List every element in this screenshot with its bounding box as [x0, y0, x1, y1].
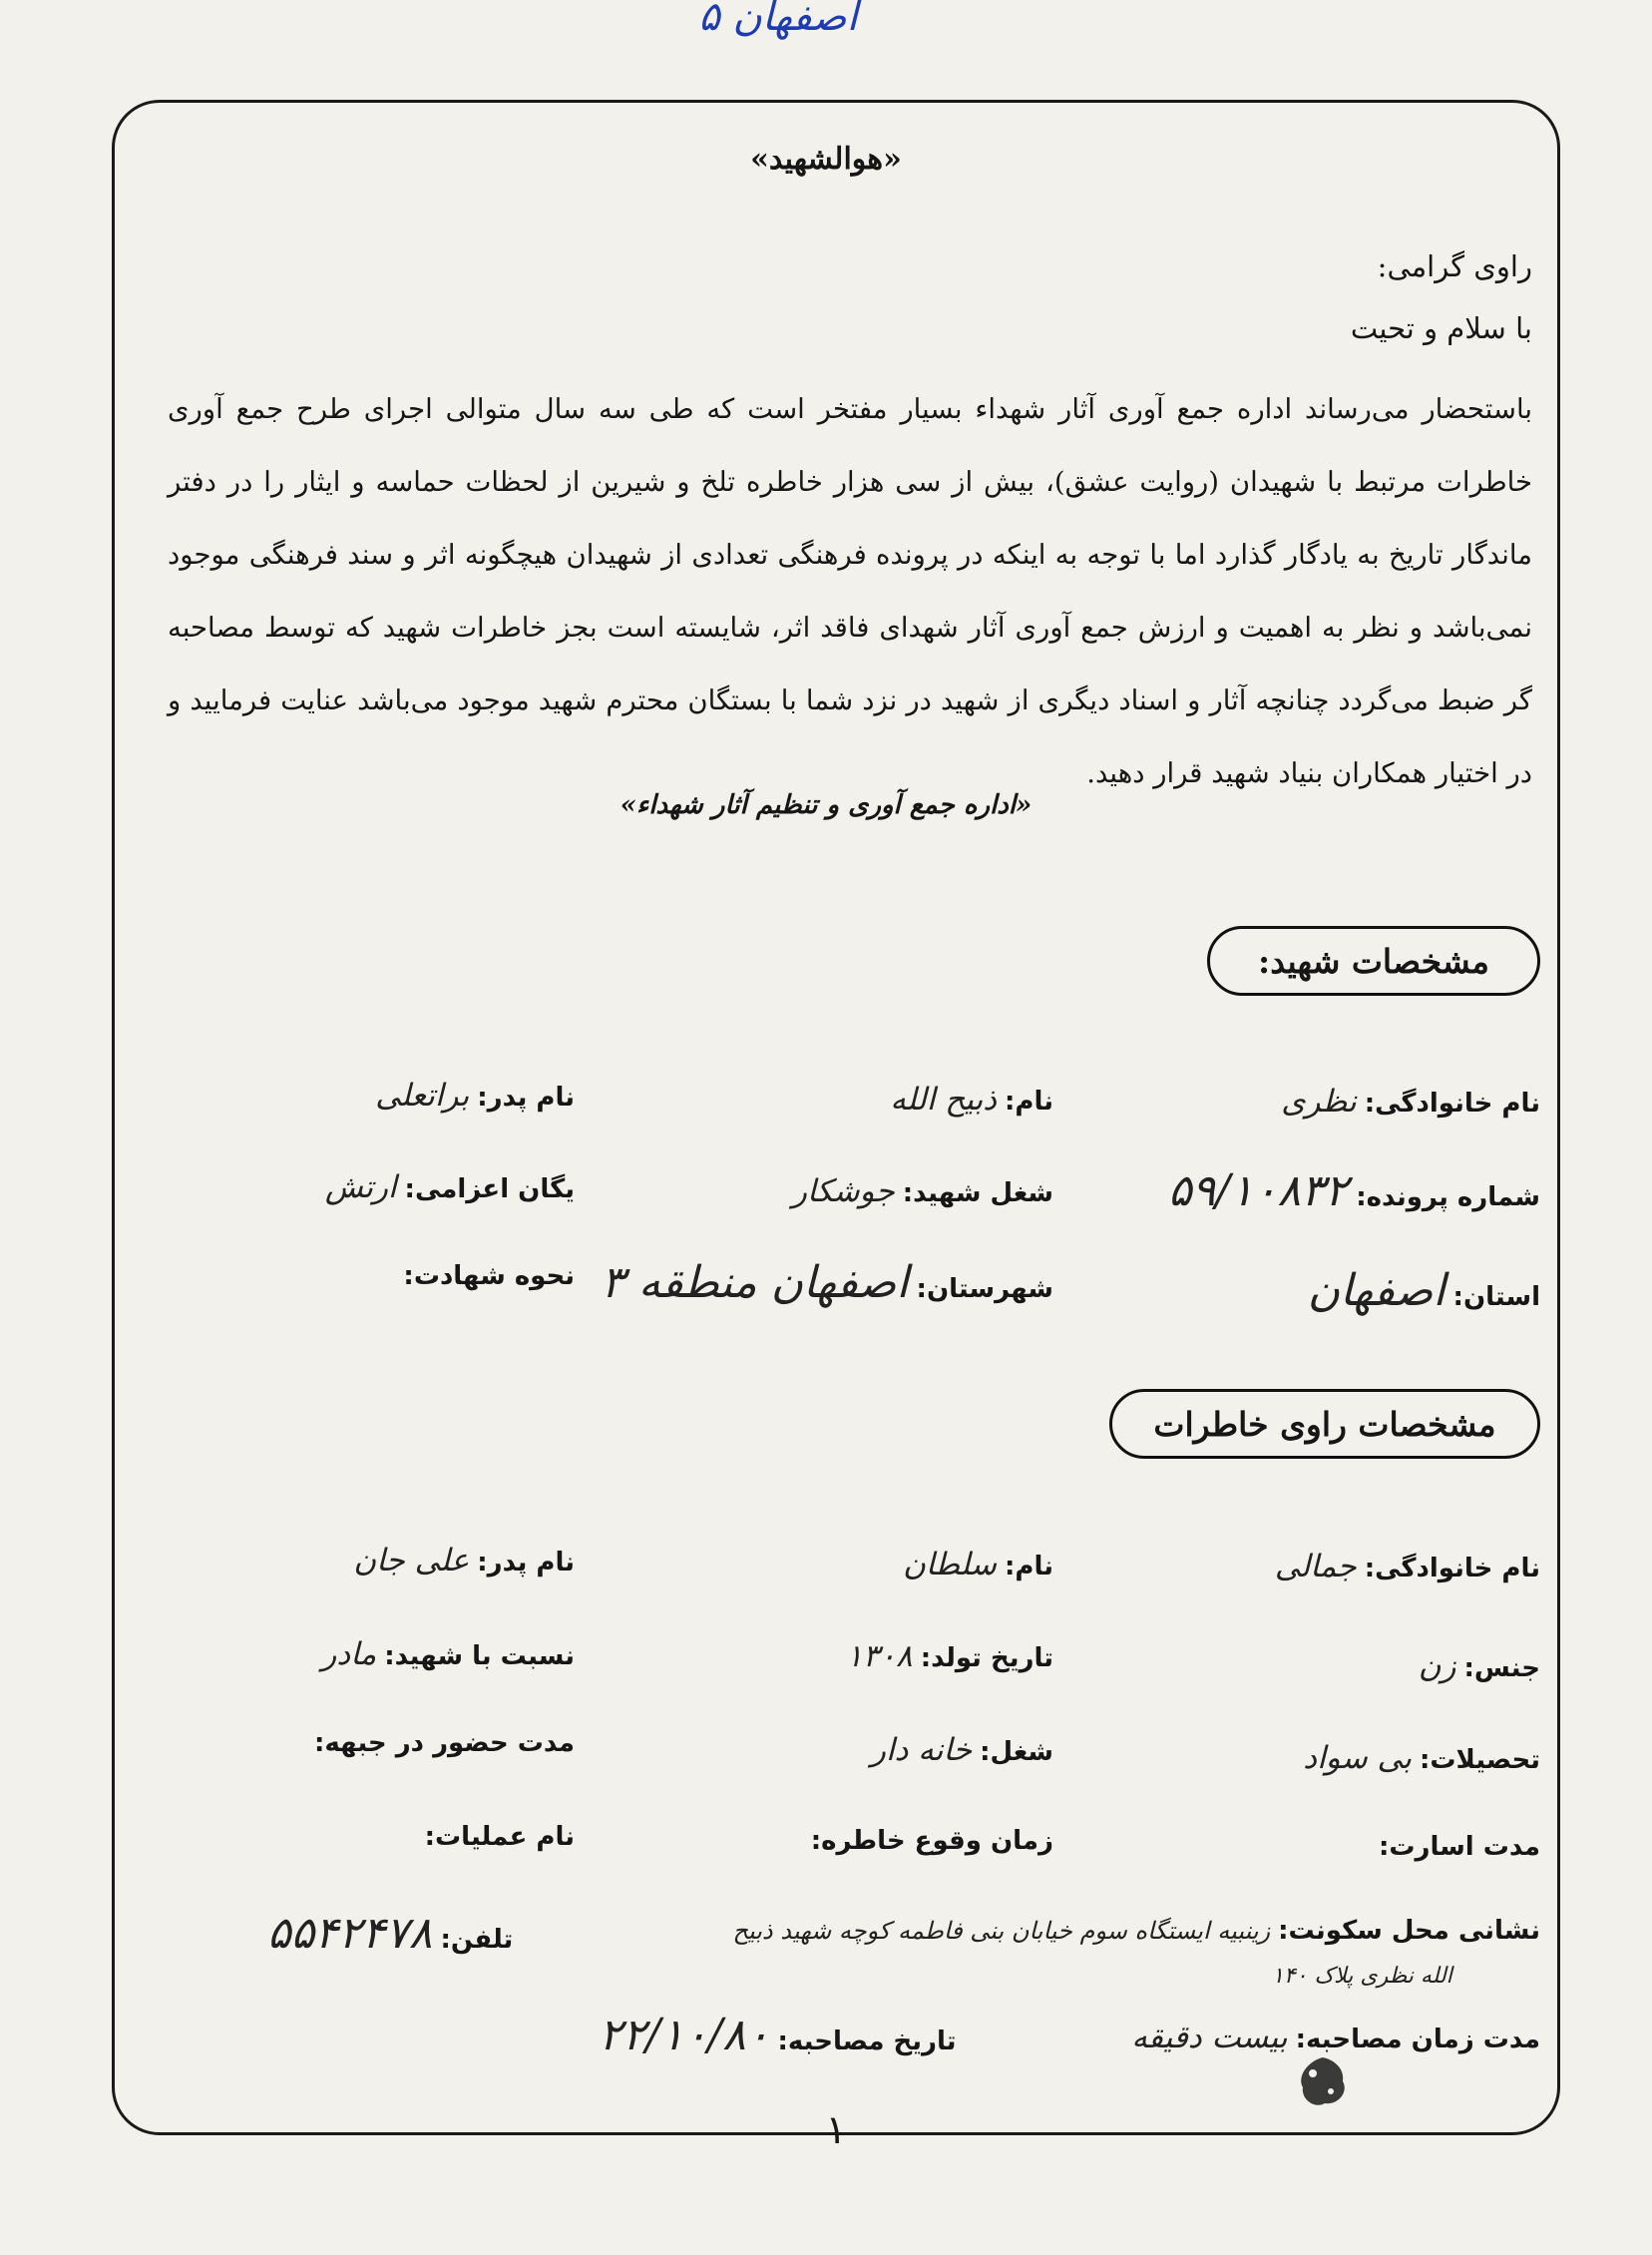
- narrator-job-label: شغل:: [980, 1737, 1053, 1767]
- narrator-phone-value: ۵۵۴۲۴۷۸: [267, 1908, 433, 1959]
- top-handwritten-note: اصفهان ۵: [698, 0, 858, 40]
- narrator-education-value: بی سواد: [1303, 1740, 1412, 1776]
- martyr-martyrdom-manner-field: [395, 1261, 575, 1291]
- martyr-section-heading: مشخصات شهید:: [1207, 926, 1540, 996]
- narrator-address-field: [733, 1916, 1540, 1946]
- narrator-section-heading: مشخصات راوی خاطرات: [1109, 1389, 1540, 1459]
- narrator-birth-date-field: [846, 1638, 1053, 1674]
- martyr-file-number-value: ۵۹/۱۰۸۳۲: [1167, 1165, 1349, 1216]
- narrator-phone-field: [267, 1908, 513, 1959]
- martyr-file-number-label: شماره پرونده:: [1356, 1182, 1540, 1212]
- narrator-interview-date-label: تاریخ مصاحبه:: [777, 2027, 957, 2056]
- narrator-father-name-label: نام پدر:: [477, 1548, 575, 1578]
- narrator-relation-value: مادر: [321, 1636, 377, 1672]
- narrator-operation-name-label: نام عملیات:: [424, 1822, 575, 1852]
- narrator-phone-label: تلفن:: [440, 1925, 514, 1955]
- martyr-county-field: [601, 1257, 1053, 1308]
- address-continuation-note: الله نظری پلاک ۱۴۰: [1272, 1964, 1452, 1989]
- page-number: ۱: [825, 2107, 847, 2153]
- narrator-family-name-field: [1275, 1549, 1540, 1584]
- martyr-father-name-label: نام پدر:: [477, 1083, 575, 1113]
- narrator-family-name-label: نام خانوادگی:: [1364, 1554, 1540, 1583]
- letter-body: باستحضار می‌رساند اداره جمع آوری آثار شهداء بسیار مفتخر است که طی سه سال متوالی اجرای طرح جمع آوری خاطرات مرتبط با شهیدان (روایت عشق)، بیش از سی هزار خاطره تلخ و شیرین از لحظات حماسه و ایثار را در دفتر ماندگار تاریخ به یادگار گذارد اما با توجه به اینکه در پرونده فرهنگی تعدادی از شهیدان هیچگونه اثر و سند فرهنگی موجود نمی‌باشد و نظر به اهمیت و ارزش جمع آوری آثار شهدای فاقد اثر، شایسته است بجز خاطرات شهید که توسط مصاحبه گر ضبط می‌گردد چنانچه آثار و اسناد دیگری از شهید در نزد شما با بستگان محترم شهید موجود می‌باشد عنایت فرمایید و در اختیار همکاران بنیاد شهید قرار دهید.: [168, 393, 1532, 789]
- narrator-address-label: نشانی محل سکونت:: [1278, 1916, 1540, 1946]
- narrator-captivity-duration-field: [1371, 1832, 1540, 1862]
- narrator-interview-duration-field: [1131, 2020, 1540, 2055]
- martyr-father-name-value: براتعلی: [375, 1078, 470, 1114]
- martyr-unit-value: ارتش: [324, 1169, 397, 1205]
- salutation: راوی گرامی:: [1377, 249, 1532, 283]
- narrator-education-label: تحصیلات:: [1420, 1745, 1540, 1775]
- greeting: با سلام و تحیت: [1350, 311, 1532, 345]
- martyr-province-value: اصفهان: [1307, 1265, 1446, 1316]
- narrator-operation-name-field: [417, 1822, 575, 1852]
- narrator-gender-value: زن: [1418, 1648, 1456, 1684]
- narrator-front-duration-field: [306, 1728, 575, 1758]
- martyr-county-label: شهرستان:: [916, 1274, 1053, 1304]
- narrator-birth-date-label: تاریخ تولد:: [920, 1643, 1053, 1673]
- narrator-interview-duration-value: بیست دقیقه: [1131, 2020, 1288, 2055]
- narrator-job-value: خانه دار: [871, 1732, 973, 1768]
- narrator-father-name-field: [353, 1543, 575, 1578]
- narrator-captivity-duration-label: مدت اسارت:: [1378, 1832, 1540, 1862]
- martyr-occupation-label: شغل شهید:: [902, 1178, 1053, 1208]
- ink-stamp-mark: [1293, 2051, 1353, 2111]
- martyr-first-name-value: ذبیح الله: [890, 1082, 998, 1118]
- martyr-file-number-field: [1168, 1165, 1540, 1216]
- narrator-first-name-field: [903, 1547, 1053, 1582]
- narrator-relation-label: نسبت با شهید:: [384, 1641, 575, 1671]
- narrator-gender-field: [1419, 1648, 1540, 1684]
- martyr-province-field: [1308, 1265, 1540, 1316]
- martyr-father-name-field: [375, 1078, 575, 1114]
- martyr-occupation-value: جوشکار: [792, 1173, 895, 1209]
- document-title: «هوالشهید»: [750, 142, 902, 177]
- narrator-first-name-label: نام:: [1005, 1552, 1053, 1581]
- martyr-martyrdom-manner-label: نحوه شهادت:: [403, 1261, 575, 1291]
- martyr-first-name-label: نام:: [1005, 1087, 1053, 1117]
- narrator-job-field: [871, 1732, 1053, 1768]
- narrator-first-name-value: سلطان: [903, 1547, 998, 1582]
- narrator-birth-date-value: ۱۳۰۸: [846, 1638, 913, 1674]
- martyr-province-label: استان:: [1452, 1282, 1540, 1312]
- narrator-relation-field: [321, 1636, 575, 1672]
- martyr-family-name-value: نظری: [1281, 1084, 1357, 1120]
- letter-signature: «اداره جمع آوری و تنظیم آثار شهداء»: [620, 790, 1032, 820]
- narrator-education-field: [1303, 1740, 1540, 1776]
- narrator-interview-duration-label: مدت زمان مصاحبه:: [1295, 2025, 1540, 2054]
- narrator-interview-date-field: [599, 2010, 957, 2060]
- martyr-occupation-field: [792, 1173, 1053, 1209]
- narrator-memory-time-label: زمان وقوع خاطره:: [810, 1826, 1053, 1856]
- martyr-unit-field: [325, 1169, 575, 1205]
- narrator-family-name-value: جمالی: [1274, 1549, 1357, 1584]
- narrator-interview-date-value: ۲۲/۱۰/۸۰: [599, 2010, 770, 2060]
- narrator-address-value: زینبیه ایستگاه سوم خیابان بنی فاطمه کوچه شهید ذبیح: [732, 1917, 1271, 1945]
- martyr-family-name-field: [1281, 1084, 1540, 1120]
- narrator-gender-label: جنس:: [1463, 1653, 1540, 1683]
- narrator-father-name-value: علی جان: [353, 1543, 470, 1578]
- martyr-family-name-label: نام خانوادگی:: [1364, 1089, 1540, 1119]
- martyr-unit-label: یگان اعزامی:: [404, 1174, 575, 1204]
- narrator-front-duration-label: مدت حضور در جبهه:: [313, 1728, 575, 1758]
- martyr-first-name-field: [890, 1082, 1053, 1118]
- narrator-memory-time-field: [803, 1826, 1053, 1856]
- martyr-county-value: اصفهان منطقه ۳: [601, 1257, 909, 1308]
